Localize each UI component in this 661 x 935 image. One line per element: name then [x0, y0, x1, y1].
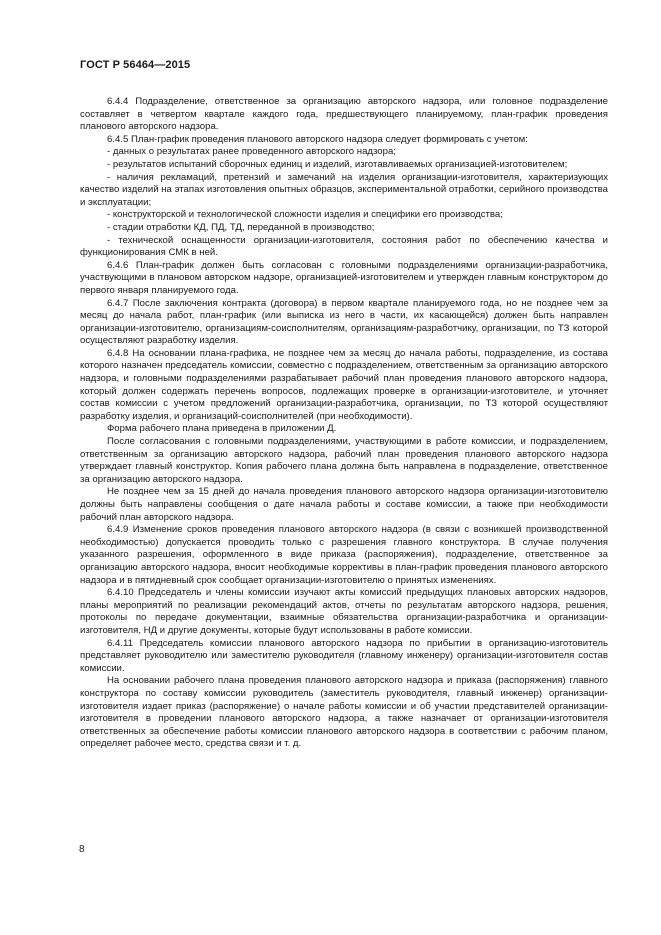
paragraph-6-4-4: 6.4.4 Подразделение, ответственное за организацию авторского надзора, или головное подразделение составляет в четвертом квартале каждого года, предшествующего планируемому, план-график проведения планового авторского надзора. — [80, 96, 608, 133]
paragraph-6-4-6: 6.4.6 План-график должен быть согласован с головными подразделениями организации-разработчика, участвующими в плановом авторском надзоре, организацией-изготовителем и утвержден главным конструктором до первого января планируемого года. — [80, 259, 608, 296]
list-item: - наличия рекламаций, претензий и замечаний на изделия организации-изготовителя, характеризующих качество изделий на этапах изготовления опытных образцов, экспериментальной отработки, серийного производства и эксплуатации; — [80, 171, 608, 208]
document-body — [80, 96, 608, 751]
paragraph-6-4-7: 6.4.7 После заключения контракта (договора) в первом квартале планируемого года, но не позднее чем за месяц до начала работ, план-график (или выписка из него в части, их касающейся) должен быть направлен организации-изготовителю, организациям-соисполнителям, организациям-разработчику, организации, по ТЗ которой осуществляют разработку изделия. — [80, 297, 608, 347]
document-header: ГОСТ Р 56464—2015 — [80, 59, 191, 71]
paragraph-6-4-10: 6.4.10 Председатель и члены комиссии изучают акты комиссий предыдущих плановых авторских надзоров, планы мероприятий по реализации рекомендаций актов, отчеты по результатам авторского надзора, решения, протоколы по передаче документации, взаимные обязательства организации-разработчика и организации-изготовителя, НД и другие документы, которые будут использованы в работе комиссии. — [80, 587, 608, 636]
paragraph-6-4-11: 6.4.11 Председатель комиссии планового авторского надзора по прибытии в организацию-изготовитель представляет руководителю или заместителю руководителя (главному инженеру) организации-изготовителя состав комиссии. — [80, 637, 608, 674]
list-item: - результатов испытаний сборочных единиц и изделий, изготавливаемых организацией-изготовителем; — [107, 158, 568, 170]
paragraph: На основании рабочего плана проведения планового авторского надзора и приказа (распоряжения) главного конструктора по составу комиссии руководитель (заместитель руководителя, главный инженер) организации-изготовителя издает приказ (распоряжение) о начале работы комиссии и об участии представителей организации-изготовителя в проведении планового авторского надзора, а также назначает от организации-изготовителя ответственных за обеспечение работы комиссии планового авторского надзора в соответствии с рабочим планом, определяет рабочее место, средства связи и т. д. — [80, 675, 608, 750]
paragraph: Не позднее чем за 15 дней до начала проведения планового авторского надзора организации-изготовителю должны быть направлены сообщения о дате начала работы и составе комиссии, а также при необходимости рабочий план авторского надзора. — [80, 486, 608, 523]
list-item: - стадии отработки КД, ПД, ТД, переданной в производство; — [107, 221, 375, 233]
paragraph-6-4-5: 6.4.5 План-график проведения планового авторского надзора следует формировать с учетом: — [107, 133, 528, 145]
list-item: - конструкторской и технологической сложности изделия и специфики его производства; — [107, 209, 503, 221]
list-item: - данных о результатах ранее проведенного авторского надзора; — [107, 146, 396, 158]
page-number: 8 — [79, 844, 85, 855]
paragraph-6-4-9: 6.4.9 Изменение сроков проведения планового авторского надзора (в связи с возникшей производственной необходимостью) допускается проводить только с разрешения главного конструктора. В случае получения указанного разрешения, оформленного в виде приказа (распоряжения), подразделение, ответственное за организацию авторского надзора, вносит необходимые коррективы в план-график проведения планового авторского надзора и в пятидневный срок сообщает организации-изготовителю о принятых изменениях. — [80, 524, 608, 586]
paragraph: После согласования с головными подразделениями, участвующими в работе комиссии, и подразделением, ответственным за организацию авторского надзора, рабочий план проведения планового авторского надзора утверждает главный конструктор. Копия рабочего плана должна быть направлена в подразделение, ответственное за организацию авторского надзора. — [80, 436, 608, 485]
list-item: - технической оснащенности организации-изготовителя, состояния работ по обеспечению качества и функционирования СМК в ней. — [80, 234, 608, 259]
paragraph: Форма рабочего плана приведена в приложении Д. — [107, 423, 337, 435]
paragraph-6-4-8: 6.4.8 На основании плана-графика, не позднее чем за месяц до начала работы, подразделение, из состава которого назначен председатель комиссии, совместно с подразделением, ответственным за организацию авторского надзора, и головными подразделениями разрабатывает рабочий план проведения планового авторского надзора, который должен содержать перечень вопросов, подлежащих проверке в организации-изготовителе, и уточняет состав комиссии с учетом предложений организации-разработчика, организации, по ТЗ которой осуществляют разработку изделия, и организаций-соисполнителей (при необходимости). — [80, 347, 608, 422]
